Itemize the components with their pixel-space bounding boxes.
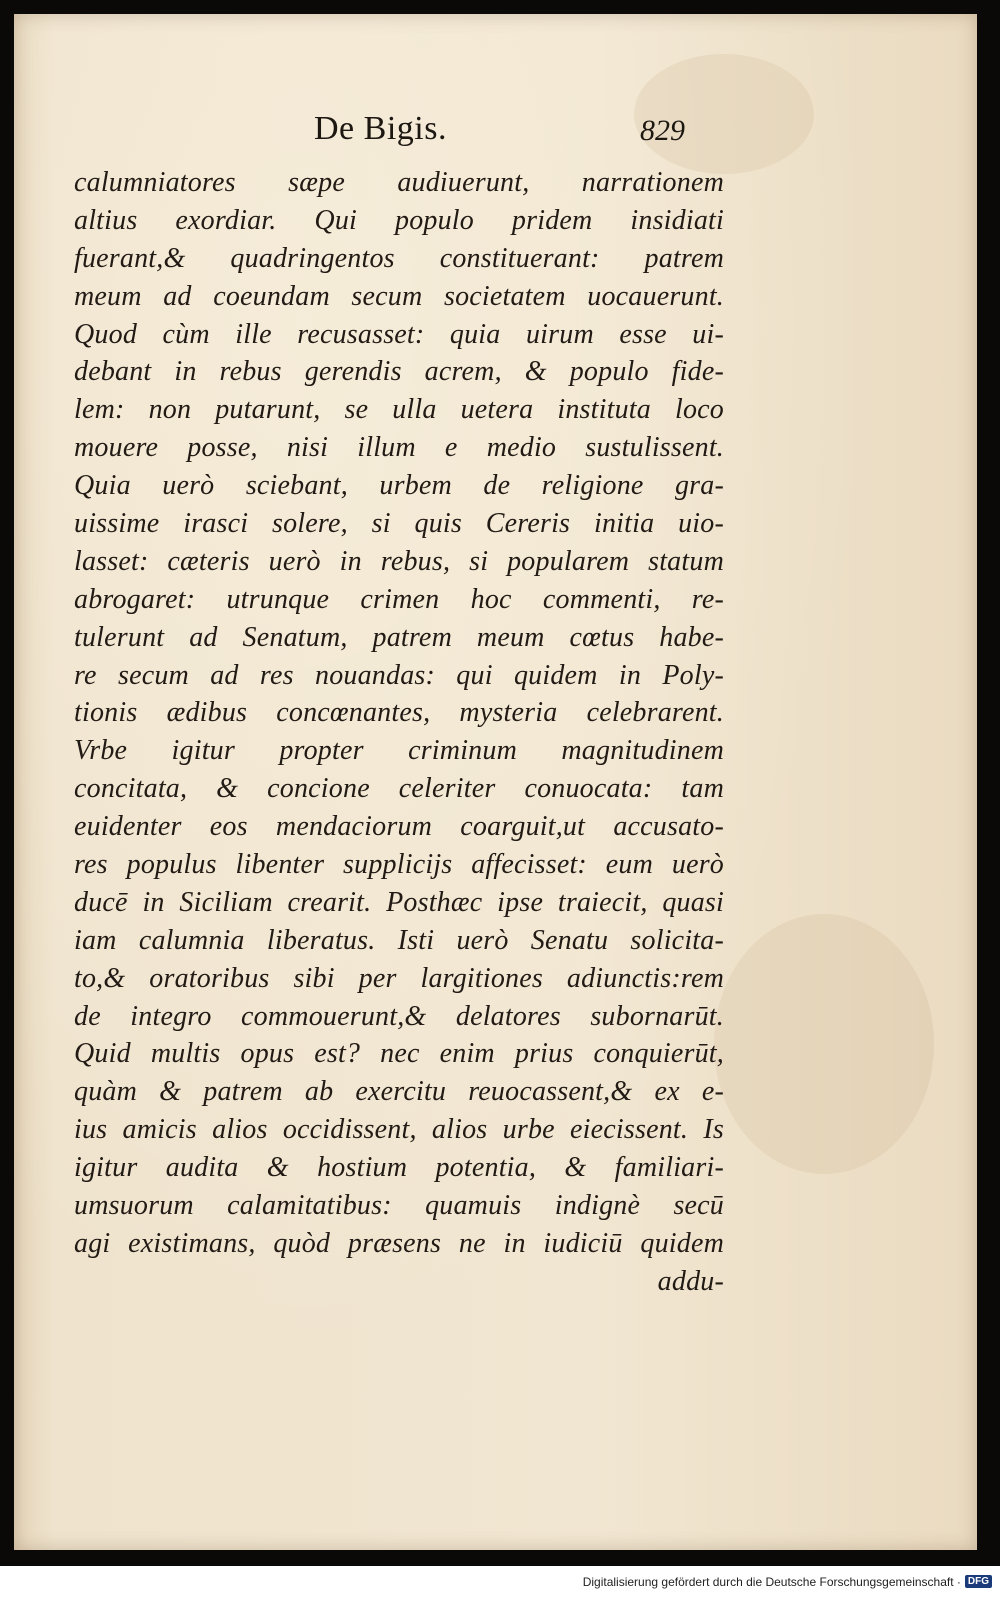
text-line: mouere posse, nisi illum e medio sustulissent. xyxy=(74,432,724,464)
text-line: lem: non putarunt, se ulla uetera instituta loco xyxy=(74,394,724,426)
text-line: agi existimans, quòd præsens ne in iudiciū quidem xyxy=(74,1227,724,1259)
page-number: 829 xyxy=(640,114,685,147)
dfg-logo: DFG xyxy=(965,1575,992,1588)
text-line: uissime irasci solere, si quis Cereris initia uio- xyxy=(74,508,724,540)
text-line: Quid multis opus est? nec enim prius conquierūt, xyxy=(74,1038,724,1070)
body-text xyxy=(74,164,724,1301)
catchword: addu- xyxy=(657,1265,724,1297)
funding-credit: Digitalisierung gefördert durch die Deutsche Forschungsgemeinschaft · xyxy=(582,1574,961,1589)
text-line: quàm & patrem ab exercitu reuocassent,& ex e- xyxy=(74,1076,724,1108)
text-line: meum ad coeundam secum societatem uocauerunt. xyxy=(74,280,724,312)
text-line: re secum ad res nouandas: qui quidem in Poly- xyxy=(74,659,724,691)
text-line: de integro commouerunt,& delatores subornarūt. xyxy=(74,1000,724,1032)
text-line: debant in rebus gerendis acrem, & populo fide- xyxy=(74,356,724,388)
text-line: calumniatores sæpe audiuerunt, narrationem xyxy=(74,167,724,198)
running-head xyxy=(14,110,977,160)
text-line: igitur audita & hostium potentia, & familiari- xyxy=(74,1152,724,1184)
text-line: ducē in Siciliam crearit. Posthæc ipse traiecit, quasi xyxy=(74,886,724,918)
text-line: lasset: cæteris uerò in rebus, si popularem statum xyxy=(74,545,724,577)
text-line: tionis ædibus concœnantes, mysteria celebrarent. xyxy=(74,697,724,729)
text-line: ius amicis alios occidissent, alios urbe eiecissent. Is xyxy=(74,1114,724,1146)
paper-stain xyxy=(714,914,934,1174)
text-line: Quod cùm ille recusasset: quia uirum esse ui- xyxy=(74,318,724,350)
text-line: Vrbe igitur propter criminum magnitudinem xyxy=(74,735,724,767)
text-line: iam calumnia liberatus. Isti uerò Senatu solicita- xyxy=(74,924,724,956)
text-line: altius exordiar. Qui populo pridem insidiati xyxy=(74,204,724,236)
text-line: concitata, & concione celeriter conuocata: tam xyxy=(74,773,724,805)
text-line: tulerunt ad Senatum, patrem meum cœtus habe- xyxy=(74,621,724,653)
footer-bar xyxy=(0,1574,1000,1594)
book-page xyxy=(14,14,977,1550)
text-line: res populus libenter supplicijs affecisset: eum uerò xyxy=(74,849,724,881)
running-head-title: De Bigis. xyxy=(314,110,447,147)
text-line: euidenter eos mendaciorum coarguit,ut accusato- xyxy=(74,811,724,843)
text-line: abrogaret: utrunque crimen hoc commenti, re- xyxy=(74,583,724,615)
text-line: fuerant,& quadringentos constituerant: patrem xyxy=(74,242,724,274)
text-line: umsuorum calamitatibus: quamuis indignè secū xyxy=(74,1190,724,1222)
text-line: to,& oratoribus sibi per largitiones adiunctis:rem xyxy=(74,962,724,994)
text-line: Quia uerò sciebant, urbem de religione gra- xyxy=(74,470,724,502)
